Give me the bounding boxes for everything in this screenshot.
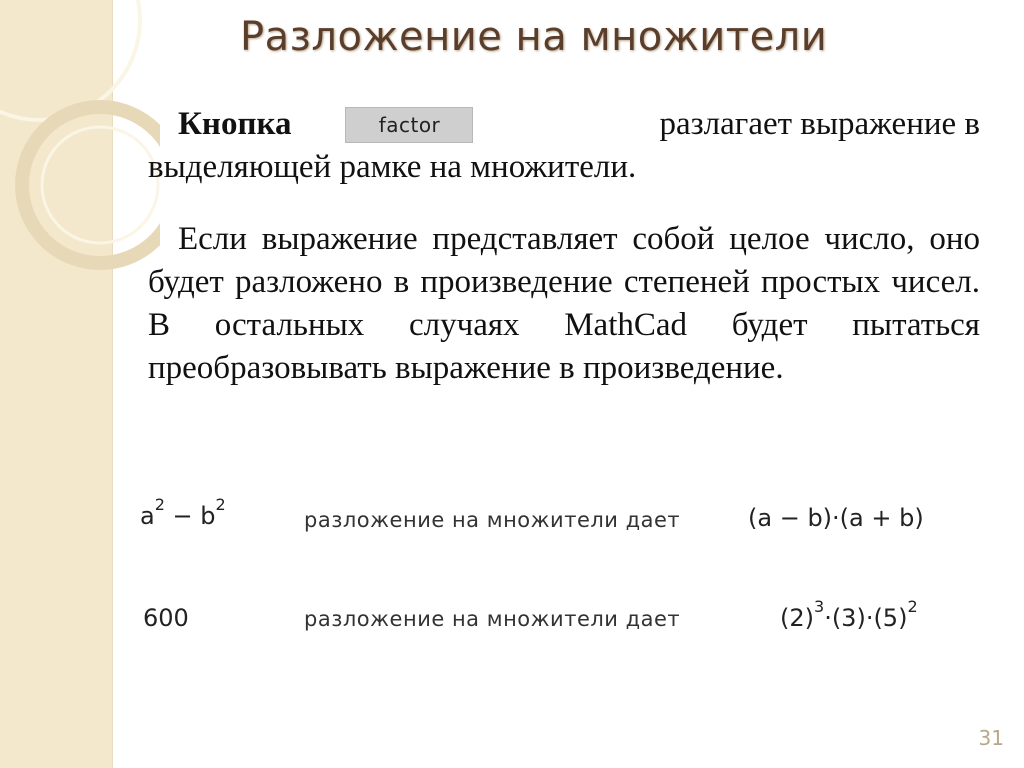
- example1-description: разложение на множители дает: [304, 508, 681, 532]
- slide-title: Разложение на множители: [240, 14, 828, 60]
- example2-result: $(2)^3\cdot(3)\cdot(5)^2$: [780, 597, 918, 632]
- example1-expression: $a^2 - b^2$: [140, 495, 226, 530]
- example2-expression: 600: [143, 604, 189, 632]
- paragraph1-line1-text: разлагает выражение в: [659, 106, 980, 142]
- factor-button[interactable]: factor: [345, 107, 473, 143]
- page-number: 31: [978, 726, 1004, 750]
- keyword-label: Кнопка: [178, 106, 292, 142]
- decorative-circles: [0, 0, 160, 300]
- example2-description: разложение на множители дает: [304, 607, 681, 631]
- paragraph-factor-button: [148, 103, 980, 189]
- example1-result: (a − b)·(a + b): [748, 504, 924, 532]
- paragraph-integer-factoring: Если выражение представляет собой целое число, оно будет разложено в произведение степеней простых чисел. В остальных случаях MathCad будет пытаться преобразовывать выражение в произведение.: [148, 221, 980, 386]
- paragraph1-line2-text: выделяющей рамке на множители.: [148, 149, 637, 185]
